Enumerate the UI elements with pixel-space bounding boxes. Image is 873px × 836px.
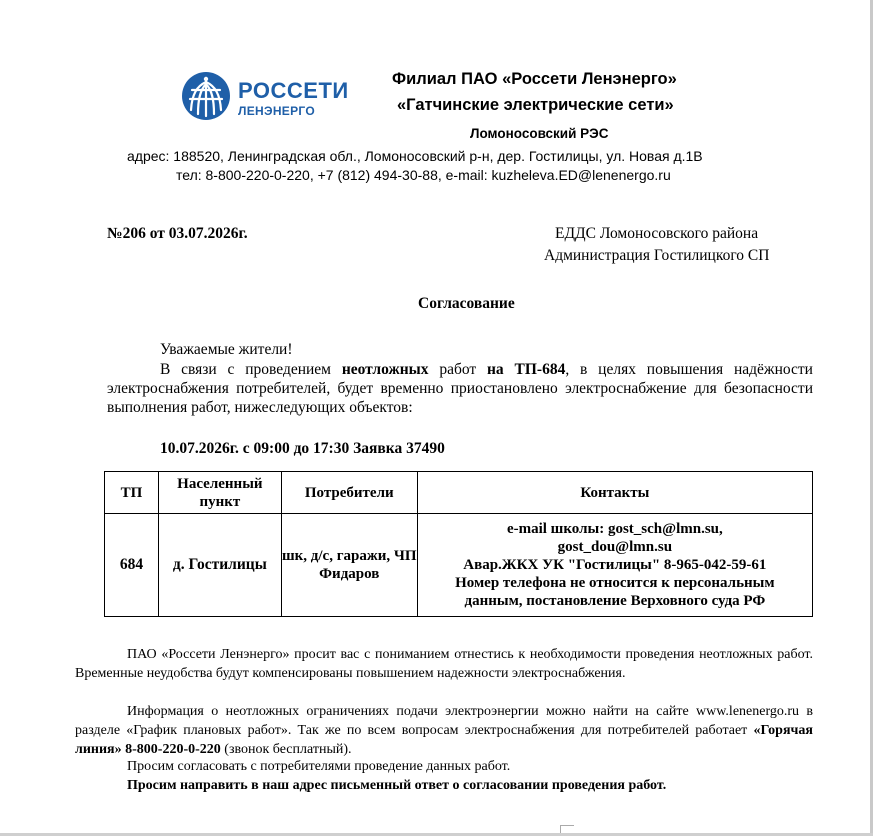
header-tp: ТП <box>105 472 159 514</box>
contact-line-school-email: e-mail школы: gost_sch@lmn.su, <box>506 521 723 537</box>
rosseti-logo <box>180 68 349 124</box>
res-name: Ломоносовский РЭС <box>470 126 609 141</box>
address-line: адрес: 188520, Ленинградская обл., Ломоносовский р-н, дер. Гостилицы, ул. Новая д.1В <box>127 148 703 164</box>
logo-brand: РОССЕТИ <box>238 78 349 103</box>
contacts-line: тел: 8-800-220-0-220, +7 (812) 494-30-88, e-mail: kuzheleva.ED@lenenergo.ru <box>176 167 671 183</box>
outage-table <box>104 471 813 617</box>
intro-text-e: , в целях повышения надёжности электроснабжения потребителей, будет временно приостановлено электроснабжение для безопасности выполнения работ, нижеследующих объектов: <box>107 361 813 416</box>
recipient-administration: Администрация Гостилицкого СП <box>544 247 770 264</box>
rosseti-emblem-icon <box>180 70 232 122</box>
header-consumers: Потребители <box>281 472 417 514</box>
contact-line-note-2: данным, постановление Верховного суда РФ <box>464 593 766 609</box>
cell-consumers: шк, д/с, гаражи, ЧП Фидаров <box>281 514 417 617</box>
document-subject: Согласование <box>418 295 515 312</box>
table-header-row <box>105 472 813 514</box>
cell-contacts <box>417 514 812 617</box>
intro-text-a: В связи с проведением <box>160 361 342 378</box>
header-settlement: Населенный пункт <box>158 472 281 514</box>
cell-settlement: д. Гостилицы <box>158 514 281 617</box>
info-text-a: Информация о неотложных ограничениях подачи электроэнергии можно найти на сайте www.lenenergo.ru в разделе «График плановых работ». Так же по всем вопросам электроснабжения для потребителей работает <box>75 704 813 738</box>
apology-paragraph: ПАО «Россети Ленэнерго» просит вас с пониманием отнестись к необходимости проведения неотложных работ. Временные неудобства будут компенсированы повышением надежности электроснабжения. <box>75 647 813 681</box>
info-text-c: (звонок бесплатный). <box>220 742 352 757</box>
request-agree: Просим согласовать с потребителями проведение данных работ. <box>127 759 511 774</box>
page-corner-mark <box>560 825 574 833</box>
recipient-edds: ЕДДС Ломоносовского района <box>555 225 759 242</box>
logo-subtitle: ЛЕНЭНЕРГО <box>238 104 315 118</box>
branch-name: Филиал ПАО «Россети Ленэнерго» <box>392 70 677 88</box>
info-paragraph <box>75 702 813 759</box>
table-row <box>105 514 813 617</box>
greeting: Уважаемые жители! <box>160 341 293 358</box>
intro-paragraph <box>107 360 813 417</box>
intro-text-c: работ <box>428 361 487 378</box>
intro-text-substation: на ТП-684 <box>487 361 566 378</box>
network-name: «Гатчинские электрические сети» <box>397 96 674 114</box>
intro-text-urgent: неотложных <box>341 361 429 378</box>
document-number: №206 от 03.07.2026г. <box>107 225 248 242</box>
outage-schedule: 10.07.2026г. с 09:00 до 17:30 Заявка 37490 <box>160 440 445 457</box>
request-reply: Просим направить в наш адрес письменный ответ о согласовании проведения работ. <box>127 778 667 793</box>
contact-line-note-1: Номер телефона не относится к персональным <box>455 575 775 591</box>
contact-line-emergency: Авар.ЖКХ УК "Гостилицы" 8-965-042-59-61 <box>463 557 767 573</box>
hotline-text: «Горячая линия» 8-800-220-0-220 <box>75 723 813 757</box>
header-contacts: Контакты <box>417 472 812 514</box>
contact-line-dou-email: gost_dou@lmn.su <box>557 539 673 555</box>
cell-tp: 684 <box>105 514 159 617</box>
